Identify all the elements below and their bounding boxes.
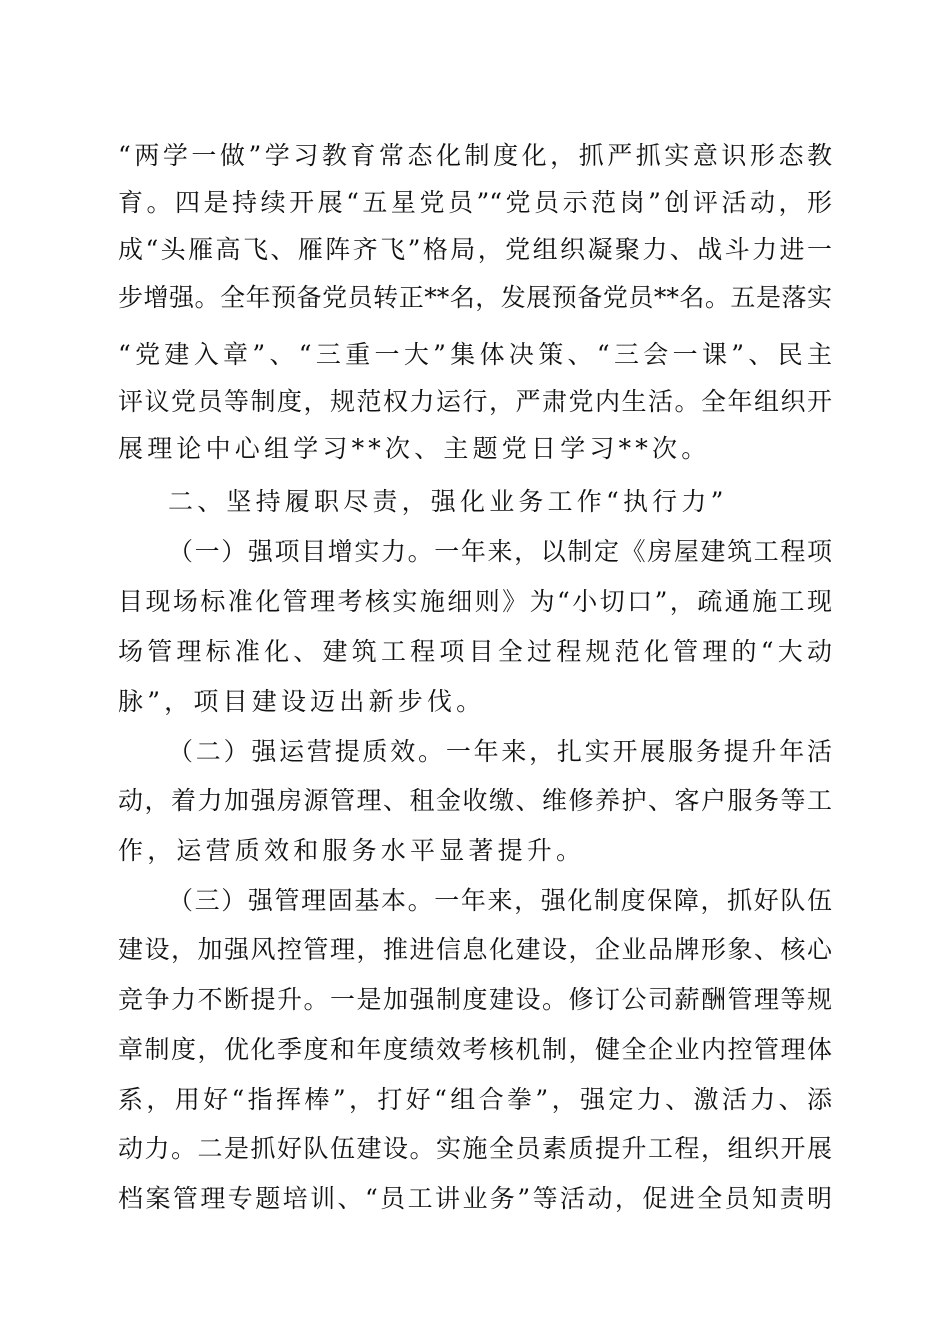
text-line: 步增强。全年预备党员转正**名，发展预备党员**名。五是落实 bbox=[118, 283, 832, 312]
text-line: “两学一做”学习教育常态化制度化，抓严抓实意识形态教 bbox=[118, 141, 832, 170]
text-line: 场管理标准化、建筑工程项目全过程规范化管理的“大动 bbox=[118, 637, 832, 666]
text-line: 展理论中心组学习**次、主题党日学习**次。 bbox=[118, 434, 711, 463]
text-line: 动，着力加强房源管理、租金收缴、维修养护、客户服务等工 bbox=[118, 786, 832, 815]
text-line: 脉”，项目建设迈出新步伐。 bbox=[118, 687, 486, 716]
text-line: （三）强管理固基本。一年来，强化制度保障，抓好队伍 bbox=[168, 886, 832, 915]
text-line: 建设，加强风控管理，推进信息化建设，企业品牌形象、核心 bbox=[118, 935, 832, 964]
text-line: 作，运营质效和服务水平显著提升。 bbox=[118, 836, 586, 865]
text-line: 竞争力不断提升。一是加强制度建设。修订公司薪酬管理等规 bbox=[118, 985, 832, 1014]
text-line: 成“头雁高飞、雁阵齐飞”格局，党组织凝聚力、战斗力进一 bbox=[118, 235, 832, 264]
text-line: （一）强项目增实力。一年来，以制定《房屋建筑工程项 bbox=[168, 537, 832, 566]
section-heading: 二、坚持履职尽责，强化业务工作“执行力” bbox=[168, 487, 728, 516]
text-line: 动力。二是抓好队伍建设。实施全员素质提升工程，组织开展 bbox=[118, 1134, 832, 1163]
text-line: 育。四是持续开展“五星党员”“党员示范岗”创评活动，形 bbox=[118, 188, 832, 217]
text-line: 目现场标准化管理考核实施细则》为“小切口”，疏通施工现 bbox=[118, 587, 832, 616]
text-line: （二）强运营提质效。一年来，扎实开展服务提升年活 bbox=[168, 737, 832, 766]
text-line: 章制度，优化季度和年度绩效考核机制，健全企业内控管理体 bbox=[118, 1035, 832, 1064]
text-line: 系，用好“指挥棒”，打好“组合拳”，强定力、激活力、添 bbox=[118, 1085, 832, 1114]
text-line: “党建入章”、“三重一大”集体决策、“三会一课”、民主 bbox=[118, 340, 832, 369]
text-line: 档案管理专题培训、“员工讲业务”等活动，促进全员知责明 bbox=[118, 1184, 832, 1213]
text-line: 评议党员等制度，规范权力运行，严肃党内生活。全年组织开 bbox=[118, 387, 832, 416]
